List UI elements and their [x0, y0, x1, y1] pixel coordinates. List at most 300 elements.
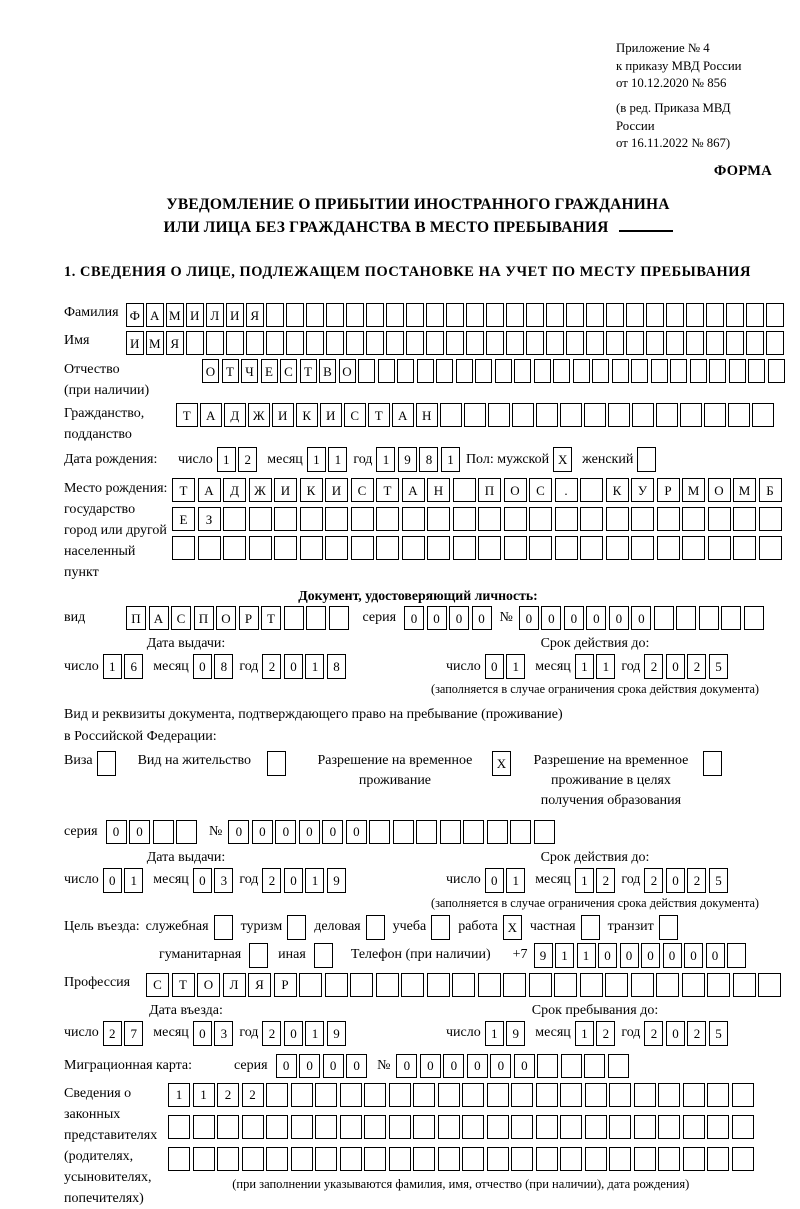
char-cell[interactable] [586, 303, 604, 327]
char-cell[interactable] [546, 331, 564, 355]
char-cell[interactable] [680, 403, 702, 427]
char-cell[interactable]: 0 [586, 606, 606, 630]
char-cell[interactable] [732, 1115, 754, 1139]
char-cell[interactable]: 0 [396, 1054, 417, 1078]
char-cell[interactable] [733, 536, 756, 560]
char-cell[interactable]: А [146, 303, 164, 327]
char-cell[interactable] [658, 1083, 680, 1107]
char-cell[interactable] [529, 536, 552, 560]
char-cell[interactable]: У [631, 478, 654, 502]
char-cell[interactable]: Т [261, 606, 281, 630]
char-cell[interactable]: 2 [644, 654, 663, 679]
char-cell[interactable] [267, 751, 286, 776]
char-cell[interactable] [386, 331, 404, 355]
char-cell[interactable] [707, 1147, 729, 1171]
char-cell[interactable] [646, 331, 664, 355]
char-cell[interactable] [512, 403, 534, 427]
char-cell[interactable] [733, 507, 756, 531]
char-cell[interactable] [226, 331, 244, 355]
char-cell[interactable]: 2 [687, 654, 706, 679]
char-cell[interactable]: 0 [467, 1054, 488, 1078]
char-cell[interactable] [299, 973, 322, 997]
char-cell[interactable]: 0 [252, 820, 273, 844]
char-cell[interactable] [707, 1083, 729, 1107]
char-cell[interactable] [369, 820, 390, 844]
char-cell[interactable]: 2 [238, 447, 257, 472]
char-cell[interactable] [586, 331, 604, 355]
char-cell[interactable]: Ж [248, 403, 270, 427]
char-cell[interactable] [246, 331, 264, 355]
char-cell[interactable] [274, 507, 297, 531]
char-cell[interactable] [605, 973, 628, 997]
char-cell[interactable] [463, 820, 484, 844]
char-cell[interactable] [300, 536, 323, 560]
char-cell[interactable] [291, 1115, 313, 1139]
char-cell[interactable] [555, 536, 578, 560]
char-cell[interactable] [626, 331, 644, 355]
char-cell[interactable] [506, 331, 524, 355]
char-cell[interactable]: 0 [666, 654, 685, 679]
char-cell[interactable]: М [146, 331, 164, 355]
char-cell[interactable]: 1 [305, 1021, 324, 1046]
char-cell[interactable] [707, 973, 730, 997]
char-cell[interactable]: 0 [541, 606, 561, 630]
char-cell[interactable] [585, 1115, 607, 1139]
char-cell[interactable] [529, 973, 552, 997]
char-cell[interactable]: 1 [506, 654, 525, 679]
char-cell[interactable]: 2 [596, 868, 615, 893]
char-cell[interactable]: 0 [666, 1021, 685, 1046]
char-cell[interactable] [366, 303, 384, 327]
char-cell[interactable] [487, 1083, 509, 1107]
char-cell[interactable] [727, 943, 746, 968]
char-cell[interactable]: И [272, 403, 294, 427]
char-cell[interactable] [364, 1083, 386, 1107]
char-cell[interactable] [721, 606, 741, 630]
char-cell[interactable] [584, 1054, 605, 1078]
char-cell[interactable] [606, 536, 629, 560]
char-cell[interactable] [431, 915, 450, 940]
char-cell[interactable]: 0 [564, 606, 584, 630]
char-cell[interactable] [746, 303, 764, 327]
char-cell[interactable] [427, 973, 450, 997]
char-cell[interactable] [478, 973, 501, 997]
char-cell[interactable]: 0 [620, 943, 639, 968]
char-cell[interactable]: Р [239, 606, 259, 630]
char-cell[interactable]: 0 [404, 606, 424, 630]
char-cell[interactable] [266, 1147, 288, 1171]
char-cell[interactable]: 8 [327, 654, 346, 679]
char-cell[interactable] [217, 1115, 239, 1139]
char-cell[interactable]: 0 [228, 820, 249, 844]
char-cell[interactable]: 1 [441, 447, 460, 472]
char-cell[interactable] [654, 606, 674, 630]
char-cell[interactable] [314, 943, 333, 968]
char-cell[interactable]: П [478, 478, 501, 502]
char-cell[interactable] [217, 1147, 239, 1171]
char-cell[interactable] [686, 331, 704, 355]
char-cell[interactable]: 0 [609, 606, 629, 630]
char-cell[interactable] [686, 303, 704, 327]
char-cell[interactable]: М [682, 478, 705, 502]
char-cell[interactable]: Н [427, 478, 450, 502]
char-cell[interactable]: 0 [514, 1054, 535, 1078]
char-cell[interactable] [706, 331, 724, 355]
char-cell[interactable]: 0 [299, 820, 320, 844]
char-cell[interactable] [656, 403, 678, 427]
char-cell[interactable]: 8 [214, 654, 233, 679]
char-cell[interactable] [346, 303, 364, 327]
char-cell[interactable] [659, 915, 678, 940]
char-cell[interactable]: 2 [596, 1021, 615, 1046]
char-cell[interactable] [315, 1147, 337, 1171]
char-cell[interactable]: 0 [103, 868, 122, 893]
char-cell[interactable] [287, 915, 306, 940]
char-cell[interactable] [566, 303, 584, 327]
char-cell[interactable]: 2 [103, 1021, 122, 1046]
char-cell[interactable] [682, 536, 705, 560]
char-cell[interactable]: П [194, 606, 214, 630]
char-cell[interactable] [446, 331, 464, 355]
char-cell[interactable] [566, 331, 584, 355]
char-cell[interactable]: 1 [376, 447, 395, 472]
char-cell[interactable]: 9 [327, 1021, 346, 1046]
char-cell[interactable] [706, 303, 724, 327]
char-cell[interactable] [326, 331, 344, 355]
char-cell[interactable]: 1 [555, 943, 574, 968]
char-cell[interactable] [462, 1083, 484, 1107]
char-cell[interactable] [626, 303, 644, 327]
char-cell[interactable] [592, 359, 609, 383]
char-cell[interactable] [452, 973, 475, 997]
char-cell[interactable]: 1 [305, 654, 324, 679]
char-cell[interactable] [537, 1054, 558, 1078]
char-cell[interactable]: И [320, 403, 342, 427]
char-cell[interactable]: 0 [449, 606, 469, 630]
char-cell[interactable] [511, 1115, 533, 1139]
char-cell[interactable]: 0 [193, 1021, 212, 1046]
char-cell[interactable] [378, 359, 395, 383]
char-cell[interactable]: А [200, 403, 222, 427]
char-cell[interactable] [609, 1147, 631, 1171]
char-cell[interactable]: 8 [419, 447, 438, 472]
char-cell[interactable]: П [126, 606, 146, 630]
char-cell[interactable]: С [344, 403, 366, 427]
char-cell[interactable] [510, 820, 531, 844]
char-cell[interactable]: Т [172, 973, 195, 997]
char-cell[interactable]: 5 [709, 1021, 728, 1046]
char-cell[interactable] [198, 536, 221, 560]
char-cell[interactable]: Е [261, 359, 278, 383]
char-cell[interactable]: Т [376, 478, 399, 502]
char-cell[interactable] [325, 973, 348, 997]
char-cell[interactable] [315, 1083, 337, 1107]
char-cell[interactable]: 1 [575, 868, 594, 893]
char-cell[interactable] [168, 1147, 190, 1171]
char-cell[interactable] [386, 303, 404, 327]
char-cell[interactable] [487, 1147, 509, 1171]
char-cell[interactable] [634, 1083, 656, 1107]
char-cell[interactable]: 0 [684, 943, 703, 968]
char-cell[interactable] [581, 915, 600, 940]
char-cell[interactable] [406, 303, 424, 327]
char-cell[interactable]: 5 [709, 654, 728, 679]
char-cell[interactable] [511, 1147, 533, 1171]
char-cell[interactable] [726, 331, 744, 355]
char-cell[interactable]: X [553, 447, 572, 472]
char-cell[interactable] [366, 915, 385, 940]
char-cell[interactable] [708, 507, 731, 531]
char-cell[interactable] [453, 536, 476, 560]
char-cell[interactable] [438, 1083, 460, 1107]
char-cell[interactable] [526, 303, 544, 327]
char-cell[interactable]: X [503, 915, 522, 940]
char-cell[interactable] [206, 331, 224, 355]
char-cell[interactable] [554, 973, 577, 997]
char-cell[interactable] [456, 359, 473, 383]
char-cell[interactable]: 0 [485, 654, 504, 679]
char-cell[interactable]: 2 [687, 1021, 706, 1046]
char-cell[interactable]: А [198, 478, 221, 502]
char-cell[interactable]: 0 [663, 943, 682, 968]
char-cell[interactable]: О [202, 359, 219, 383]
char-cell[interactable]: О [708, 478, 731, 502]
char-cell[interactable]: 1 [596, 654, 615, 679]
char-cell[interactable] [534, 820, 555, 844]
char-cell[interactable]: 0 [284, 868, 303, 893]
char-cell[interactable]: Б [759, 478, 782, 502]
char-cell[interactable] [708, 536, 731, 560]
char-cell[interactable] [291, 1083, 313, 1107]
char-cell[interactable]: Е [172, 507, 195, 531]
char-cell[interactable]: 6 [124, 654, 143, 679]
char-cell[interactable] [656, 973, 679, 997]
char-cell[interactable]: 1 [575, 1021, 594, 1046]
char-cell[interactable]: 0 [706, 943, 725, 968]
char-cell[interactable]: 9 [398, 447, 417, 472]
char-cell[interactable] [350, 973, 373, 997]
char-cell[interactable] [634, 1147, 656, 1171]
char-cell[interactable]: 0 [641, 943, 660, 968]
char-cell[interactable] [426, 331, 444, 355]
char-cell[interactable] [536, 1115, 558, 1139]
char-cell[interactable] [580, 507, 603, 531]
char-cell[interactable] [606, 303, 624, 327]
char-cell[interactable]: С [171, 606, 191, 630]
char-cell[interactable]: 2 [687, 868, 706, 893]
char-cell[interactable] [729, 359, 746, 383]
char-cell[interactable]: 0 [420, 1054, 441, 1078]
char-cell[interactable] [728, 403, 750, 427]
char-cell[interactable] [683, 1083, 705, 1107]
char-cell[interactable]: 1 [307, 447, 326, 472]
char-cell[interactable] [389, 1147, 411, 1171]
char-cell[interactable]: З [198, 507, 221, 531]
char-cell[interactable] [536, 1147, 558, 1171]
char-cell[interactable] [427, 536, 450, 560]
char-cell[interactable]: И [126, 331, 144, 355]
char-cell[interactable]: 0 [490, 1054, 511, 1078]
char-cell[interactable]: А [402, 478, 425, 502]
char-cell[interactable]: С [529, 478, 552, 502]
char-cell[interactable] [506, 303, 524, 327]
char-cell[interactable]: Ч [241, 359, 258, 383]
char-cell[interactable]: А [149, 606, 169, 630]
char-cell[interactable] [364, 1147, 386, 1171]
char-cell[interactable]: 0 [193, 654, 212, 679]
char-cell[interactable]: М [166, 303, 184, 327]
char-cell[interactable]: В [319, 359, 336, 383]
char-cell[interactable]: 0 [193, 868, 212, 893]
char-cell[interactable] [683, 1115, 705, 1139]
char-cell[interactable] [676, 606, 696, 630]
char-cell[interactable]: 1 [485, 1021, 504, 1046]
char-cell[interactable] [242, 1147, 264, 1171]
char-cell[interactable] [306, 303, 324, 327]
char-cell[interactable] [97, 751, 116, 776]
char-cell[interactable] [699, 606, 719, 630]
char-cell[interactable] [340, 1147, 362, 1171]
char-cell[interactable] [580, 478, 603, 502]
char-cell[interactable]: 0 [346, 1054, 367, 1078]
char-cell[interactable] [389, 1115, 411, 1139]
char-cell[interactable] [651, 359, 668, 383]
char-cell[interactable] [752, 403, 774, 427]
char-cell[interactable]: И [274, 478, 297, 502]
char-cell[interactable]: 1 [575, 654, 594, 679]
char-cell[interactable] [759, 507, 782, 531]
char-cell[interactable] [560, 1147, 582, 1171]
char-cell[interactable] [214, 915, 233, 940]
char-cell[interactable] [366, 331, 384, 355]
char-cell[interactable] [417, 359, 434, 383]
char-cell[interactable] [453, 478, 476, 502]
char-cell[interactable] [466, 331, 484, 355]
char-cell[interactable] [306, 331, 324, 355]
char-cell[interactable] [315, 1115, 337, 1139]
char-cell[interactable] [329, 606, 349, 630]
char-cell[interactable] [300, 507, 323, 531]
char-cell[interactable] [325, 536, 348, 560]
char-cell[interactable] [560, 1115, 582, 1139]
char-cell[interactable] [504, 507, 527, 531]
char-cell[interactable]: 0 [346, 820, 367, 844]
char-cell[interactable]: 0 [666, 868, 685, 893]
char-cell[interactable]: 0 [323, 1054, 344, 1078]
char-cell[interactable]: 0 [472, 606, 492, 630]
char-cell[interactable]: И [226, 303, 244, 327]
char-cell[interactable] [426, 303, 444, 327]
char-cell[interactable] [514, 359, 531, 383]
char-cell[interactable] [561, 1054, 582, 1078]
char-cell[interactable]: 1 [305, 868, 324, 893]
char-cell[interactable]: Т [176, 403, 198, 427]
char-cell[interactable] [606, 507, 629, 531]
char-cell[interactable] [536, 1083, 558, 1107]
char-cell[interactable] [326, 303, 344, 327]
char-cell[interactable] [376, 536, 399, 560]
char-cell[interactable] [376, 507, 399, 531]
char-cell[interactable] [682, 973, 705, 997]
char-cell[interactable] [413, 1147, 435, 1171]
char-cell[interactable] [266, 331, 284, 355]
char-cell[interactable] [488, 403, 510, 427]
char-cell[interactable] [478, 507, 501, 531]
char-cell[interactable]: Л [223, 973, 246, 997]
char-cell[interactable]: О [504, 478, 527, 502]
char-cell[interactable] [608, 403, 630, 427]
char-cell[interactable] [462, 1147, 484, 1171]
char-cell[interactable]: 1 [506, 868, 525, 893]
char-cell[interactable] [553, 359, 570, 383]
char-cell[interactable] [266, 1115, 288, 1139]
char-cell[interactable] [766, 331, 784, 355]
char-cell[interactable] [427, 507, 450, 531]
char-cell[interactable] [286, 303, 304, 327]
char-cell[interactable] [560, 1083, 582, 1107]
char-cell[interactable]: Т [172, 478, 195, 502]
char-cell[interactable]: 0 [322, 820, 343, 844]
char-cell[interactable] [193, 1115, 215, 1139]
char-cell[interactable] [416, 820, 437, 844]
char-cell[interactable]: Я [246, 303, 264, 327]
char-cell[interactable] [466, 303, 484, 327]
char-cell[interactable]: 1 [328, 447, 347, 472]
char-cell[interactable] [585, 1083, 607, 1107]
char-cell[interactable] [406, 331, 424, 355]
char-cell[interactable]: 9 [534, 943, 553, 968]
char-cell[interactable] [748, 359, 765, 383]
char-cell[interactable] [153, 820, 174, 844]
char-cell[interactable]: 2 [262, 654, 281, 679]
char-cell[interactable] [703, 751, 722, 776]
char-cell[interactable]: 1 [193, 1083, 215, 1107]
char-cell[interactable] [438, 1115, 460, 1139]
char-cell[interactable] [529, 507, 552, 531]
char-cell[interactable]: 0 [631, 606, 651, 630]
char-cell[interactable] [631, 536, 654, 560]
char-cell[interactable]: 0 [299, 1054, 320, 1078]
char-cell[interactable] [486, 331, 504, 355]
char-cell[interactable] [438, 1147, 460, 1171]
char-cell[interactable]: 0 [275, 820, 296, 844]
char-cell[interactable] [487, 820, 508, 844]
char-cell[interactable]: К [296, 403, 318, 427]
char-cell[interactable]: О [216, 606, 236, 630]
char-cell[interactable]: Д [224, 403, 246, 427]
char-cell[interactable]: А [392, 403, 414, 427]
char-cell[interactable] [732, 1083, 754, 1107]
char-cell[interactable] [266, 303, 284, 327]
char-cell[interactable] [534, 359, 551, 383]
char-cell[interactable] [446, 303, 464, 327]
char-cell[interactable] [746, 331, 764, 355]
char-cell[interactable] [376, 973, 399, 997]
char-cell[interactable]: Я [166, 331, 184, 355]
char-cell[interactable] [487, 1115, 509, 1139]
char-cell[interactable] [486, 303, 504, 327]
char-cell[interactable] [249, 536, 272, 560]
char-cell[interactable] [658, 1147, 680, 1171]
char-cell[interactable] [634, 1115, 656, 1139]
char-cell[interactable] [413, 1083, 435, 1107]
char-cell[interactable]: Д [223, 478, 246, 502]
char-cell[interactable] [436, 359, 453, 383]
char-cell[interactable] [631, 973, 654, 997]
char-cell[interactable]: К [606, 478, 629, 502]
char-cell[interactable] [609, 1083, 631, 1107]
char-cell[interactable]: 7 [124, 1021, 143, 1046]
